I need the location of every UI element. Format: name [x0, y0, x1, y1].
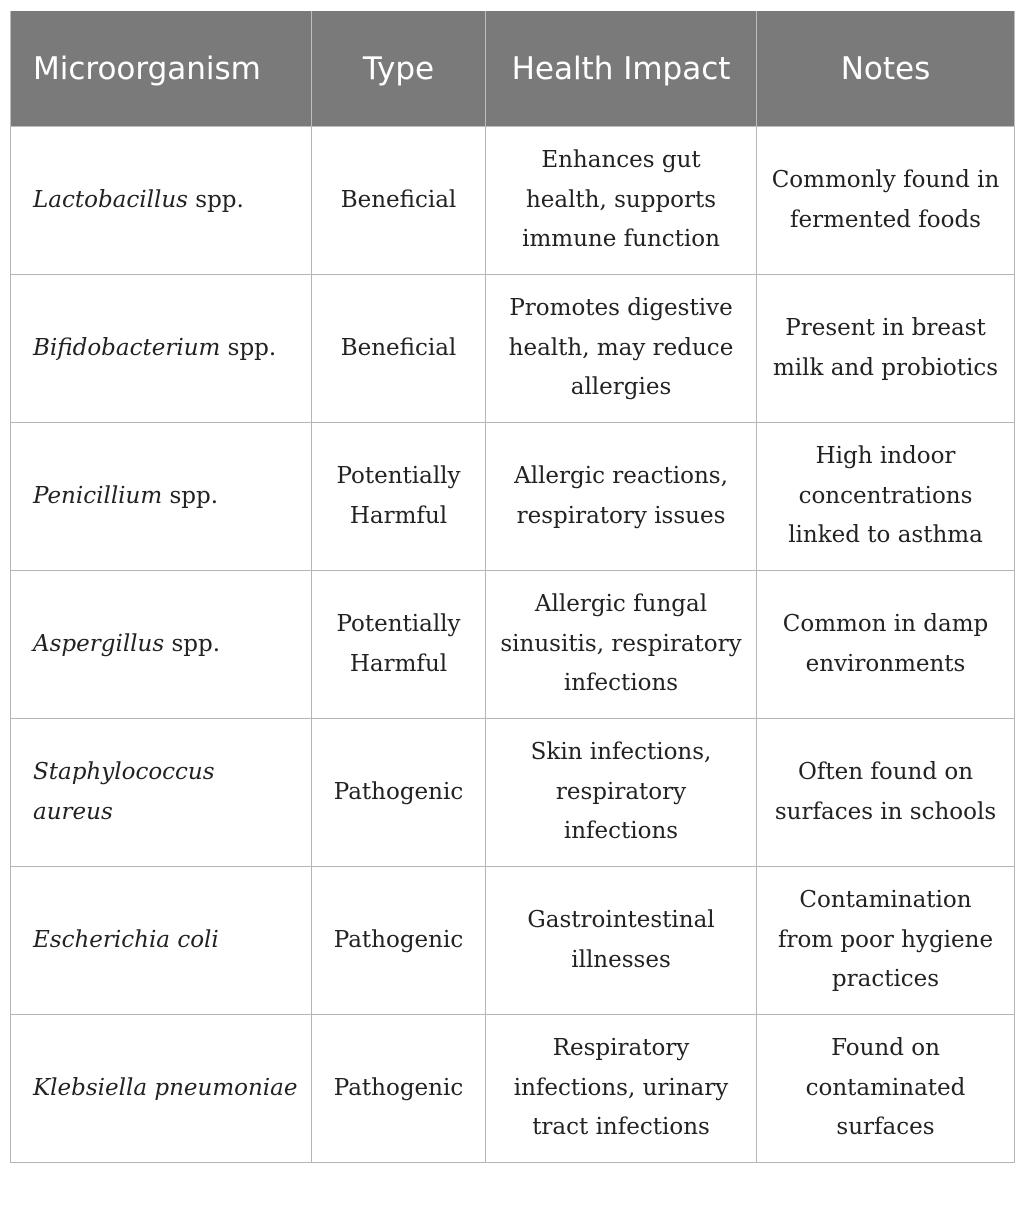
genus-name: Klebsiella pneumoniae — [33, 1074, 298, 1101]
genus-name: Staphylococcus aureus — [33, 759, 215, 825]
health-impact-cell: Promotes digestive health, may reduce allergies — [486, 275, 757, 423]
notes-cell: High indoor concentrations linked to asthma — [757, 423, 1015, 571]
health-impact-cell: Respiratory infections, urinary tract infections — [486, 1015, 757, 1163]
health-impact-cell: Allergic reactions, respiratory issues — [486, 423, 757, 571]
health-impact-cell: Allergic fungal sinusitis, respiratory infections — [486, 571, 757, 719]
genus-name: Penicillium — [33, 482, 163, 509]
header-microorganism: Microorganism — [11, 11, 312, 127]
type-cell: Beneficial — [312, 275, 486, 423]
header-type: Type — [312, 11, 486, 127]
health-impact-cell: Gastrointestinal illnesses — [486, 867, 757, 1015]
genus-suffix: spp. — [187, 186, 244, 213]
header-health-impact: Health Impact — [486, 11, 757, 127]
notes-cell: Common in damp environments — [757, 571, 1015, 719]
microorganism-cell — [11, 867, 312, 1015]
type-cell: Potentially Harmful — [312, 571, 486, 719]
table-row — [11, 423, 1015, 571]
table-row — [11, 719, 1015, 867]
notes-cell: Found on contaminated surfaces — [757, 1015, 1015, 1163]
microorganism-cell — [11, 719, 312, 867]
notes-cell: Present in breast milk and probiotics — [757, 275, 1015, 423]
genus-suffix: spp. — [164, 630, 221, 657]
microorganism-cell — [11, 127, 312, 275]
type-cell: Beneficial — [312, 127, 486, 275]
type-cell: Potentially Harmful — [312, 423, 486, 571]
table-header — [11, 11, 1015, 127]
table-row — [11, 275, 1015, 423]
header-row — [11, 11, 1015, 127]
header-notes: Notes — [757, 11, 1015, 127]
microorganism-table — [10, 11, 1015, 1163]
genus-name: Aspergillus — [33, 630, 165, 657]
health-impact-cell: Skin infections, respiratory infections — [486, 719, 757, 867]
microorganism-cell — [11, 423, 312, 571]
microorganism-cell — [11, 1015, 312, 1163]
microorganism-cell — [11, 571, 312, 719]
table-row — [11, 1015, 1015, 1163]
notes-cell: Contamination from poor hygiene practices — [757, 867, 1015, 1015]
genus-name: Bifidobacterium — [33, 334, 221, 361]
type-cell: Pathogenic — [312, 1015, 486, 1163]
table-row — [11, 127, 1015, 275]
notes-cell: Commonly found in fermented foods — [757, 127, 1015, 275]
notes-cell: Often found on surfaces in schools — [757, 719, 1015, 867]
genus-name: Lactobacillus — [33, 186, 188, 213]
type-cell: Pathogenic — [312, 719, 486, 867]
genus-suffix: spp. — [162, 482, 219, 509]
microorganism-cell — [11, 275, 312, 423]
type-cell: Pathogenic — [312, 867, 486, 1015]
table-body — [11, 127, 1015, 1163]
table-row — [11, 867, 1015, 1015]
genus-suffix: spp. — [220, 334, 277, 361]
genus-name: Escherichia coli — [33, 926, 219, 953]
health-impact-cell: Enhances gut health, supports immune function — [486, 127, 757, 275]
table-row — [11, 571, 1015, 719]
